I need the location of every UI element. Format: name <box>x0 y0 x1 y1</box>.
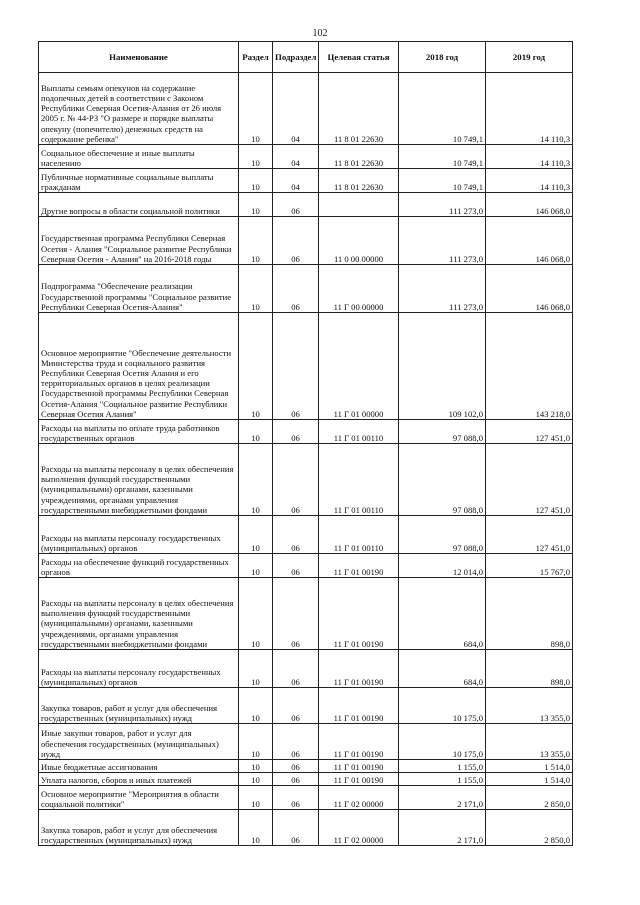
row-name: Социальное обеспечение и иные выплаты населению <box>39 145 239 169</box>
row-2019: 127 451,0 <box>486 516 573 554</box>
header-2019: 2019 год <box>486 42 573 73</box>
table-row <box>39 760 573 773</box>
row-2019: 2 850,0 <box>486 810 573 846</box>
row-target: 11 Г 02 00000 <box>319 786 399 810</box>
row-subsection: 06 <box>273 193 319 217</box>
row-name: Выплаты семьям опекунов на содержание подопечных детей в соответствии с Законом Республики Северная Осетия-Алания от 26 июля 2005 г. № 44-РЗ "О размере и порядке выплаты опекуну (попечителю) денежных средств на содержание ребенка" <box>39 73 239 145</box>
row-subsection: 06 <box>273 516 319 554</box>
row-2018: 111 273,0 <box>399 193 486 217</box>
row-name: Расходы на выплаты персоналу государственных (муниципальных) органов <box>39 650 239 688</box>
row-target: 11 Г 02 00000 <box>319 810 399 846</box>
row-subsection: 06 <box>273 217 319 265</box>
row-subsection: 04 <box>273 169 319 193</box>
table-row <box>39 73 573 145</box>
table-row <box>39 217 573 265</box>
row-target: 11 Г 01 00190 <box>319 554 399 578</box>
row-2018: 10 749,1 <box>399 169 486 193</box>
row-2019: 146 068,0 <box>486 265 573 313</box>
row-target: 11 Г 00 00000 <box>319 265 399 313</box>
header-target: Целевая статья <box>319 42 399 73</box>
row-target: 11 Г 01 00190 <box>319 650 399 688</box>
row-name: Расходы на выплаты персоналу государственных (муниципальных) органов <box>39 516 239 554</box>
row-2018: 12 014,0 <box>399 554 486 578</box>
row-name: Другие вопросы в области социальной политики <box>39 193 239 217</box>
row-target: 11 Г 01 00110 <box>319 516 399 554</box>
header-name: Наименование <box>39 42 239 73</box>
row-target: 11 Г 01 00190 <box>319 688 399 724</box>
row-2018: 109 102,0 <box>399 313 486 420</box>
row-target: 11 8 01 22630 <box>319 145 399 169</box>
page-number: 102 <box>312 28 328 39</box>
table-header-row <box>39 42 573 73</box>
row-2018: 97 088,0 <box>399 516 486 554</box>
row-2019: 14 110,3 <box>486 73 573 145</box>
row-target: 11 8 01 22630 <box>319 169 399 193</box>
header-section: Раздел <box>239 42 273 73</box>
row-target: 11 Г 01 00000 <box>319 313 399 420</box>
row-subsection: 06 <box>273 444 319 516</box>
table-row <box>39 444 573 516</box>
row-subsection: 06 <box>273 760 319 773</box>
row-2019: 1 514,0 <box>486 760 573 773</box>
row-2019: 898,0 <box>486 578 573 650</box>
row-name: Иные бюджетные ассигнования <box>39 760 239 773</box>
row-subsection: 06 <box>273 313 319 420</box>
row-2018: 684,0 <box>399 578 486 650</box>
table-row <box>39 516 573 554</box>
table-row <box>39 810 573 846</box>
table-row <box>39 786 573 810</box>
row-2018: 10 749,1 <box>399 145 486 169</box>
row-subsection: 06 <box>273 786 319 810</box>
header-subsection: Подраздел <box>273 42 319 73</box>
row-name: Государственная программа Республики Северная Осетия - Алания "Социальное развитие Республики Северная Осетия - Алания" на 2016-2018 годы <box>39 217 239 265</box>
row-2018: 2 171,0 <box>399 786 486 810</box>
row-section: 10 <box>239 554 273 578</box>
row-section: 10 <box>239 313 273 420</box>
row-2019: 14 110,3 <box>486 145 573 169</box>
row-target: 11 Г 01 00190 <box>319 773 399 786</box>
row-target: 11 Г 01 00190 <box>319 724 399 760</box>
row-section: 10 <box>239 420 273 444</box>
row-section: 10 <box>239 688 273 724</box>
table-row <box>39 193 573 217</box>
row-subsection: 04 <box>273 145 319 169</box>
row-section: 10 <box>239 810 273 846</box>
row-2018: 2 171,0 <box>399 810 486 846</box>
row-name: Расходы на выплаты по оплате труда работников государственных органов <box>39 420 239 444</box>
row-2019: 13 355,0 <box>486 688 573 724</box>
table-row <box>39 554 573 578</box>
row-target: 11 Г 01 00190 <box>319 578 399 650</box>
row-2019: 146 068,0 <box>486 217 573 265</box>
row-name: Расходы на выплаты персоналу в целях обеспечения выполнения функций государственными (муниципальными) органами, казенными учреждениями, органами управления государственными внебюджетными фондами <box>39 578 239 650</box>
row-name: Подпрограмма "Обеспечение реализации Государственной программы "Социальное развитие Республики Северная Осетия-Алания" <box>39 265 239 313</box>
row-subsection: 06 <box>273 810 319 846</box>
row-name: Закупка товаров, работ и услуг для обеспечения государственных (муниципальных) нужд <box>39 810 239 846</box>
row-subsection: 06 <box>273 724 319 760</box>
row-name: Закупка товаров, работ и услуг для обеспечения государственных (муниципальных) нужд <box>39 688 239 724</box>
row-2018: 10 749,1 <box>399 73 486 145</box>
row-2018: 111 273,0 <box>399 265 486 313</box>
row-2019: 15 767,0 <box>486 554 573 578</box>
row-2019: 2 850,0 <box>486 786 573 810</box>
row-subsection: 06 <box>273 773 319 786</box>
row-2019: 146 068,0 <box>486 193 573 217</box>
table-row <box>39 145 573 169</box>
row-name: Расходы на выплаты персоналу в целях обеспечения выполнения функций государственными (муниципальными) органами, казенными учреждениями, органами управления государственными внебюджетными фондами <box>39 444 239 516</box>
row-2018: 111 273,0 <box>399 217 486 265</box>
row-2019: 143 218,0 <box>486 313 573 420</box>
row-subsection: 06 <box>273 265 319 313</box>
row-name: Уплата налогов, сборов и иных платежей <box>39 773 239 786</box>
table-row <box>39 169 573 193</box>
row-name: Публичные нормативные социальные выплаты гражданам <box>39 169 239 193</box>
row-2019: 127 451,0 <box>486 420 573 444</box>
row-2018: 684,0 <box>399 650 486 688</box>
row-section: 10 <box>239 265 273 313</box>
budget-table <box>38 41 573 846</box>
row-section: 10 <box>239 773 273 786</box>
row-target <box>319 193 399 217</box>
row-subsection: 06 <box>273 420 319 444</box>
header-2018: 2018 год <box>399 42 486 73</box>
row-section: 10 <box>239 217 273 265</box>
row-subsection: 04 <box>273 73 319 145</box>
table-row <box>39 724 573 760</box>
table-row <box>39 773 573 786</box>
row-name: Иные закупки товаров, работ и услуг для обеспечения государственных (муниципальных) нужд <box>39 724 239 760</box>
row-2019: 127 451,0 <box>486 444 573 516</box>
row-section: 10 <box>239 444 273 516</box>
row-section: 10 <box>239 578 273 650</box>
row-section: 10 <box>239 169 273 193</box>
table-row <box>39 578 573 650</box>
row-2018: 97 088,0 <box>399 444 486 516</box>
row-2018: 10 175,0 <box>399 724 486 760</box>
row-target: 11 Г 01 00110 <box>319 444 399 516</box>
row-2018: 1 155,0 <box>399 760 486 773</box>
row-target: 11 Г 01 00190 <box>319 760 399 773</box>
row-section: 10 <box>239 760 273 773</box>
row-2018: 1 155,0 <box>399 773 486 786</box>
row-2019: 13 355,0 <box>486 724 573 760</box>
row-2018: 10 175,0 <box>399 688 486 724</box>
row-section: 10 <box>239 193 273 217</box>
table-row <box>39 688 573 724</box>
row-section: 10 <box>239 516 273 554</box>
row-target: 11 Г 01 00110 <box>319 420 399 444</box>
row-name: Основное мероприятие "Мероприятия в области социальной политики" <box>39 786 239 810</box>
row-subsection: 06 <box>273 554 319 578</box>
row-subsection: 06 <box>273 650 319 688</box>
row-section: 10 <box>239 145 273 169</box>
row-name: Основное мероприятие "Обеспечение деятельности Министерства труда и социального развития Республики Северная Осетия Алания и его территориальных органов в целях реализации Государственной программы Республики Северная Осетия-Алания "Социальное развитие Республики Северная Осетия Алания" <box>39 313 239 420</box>
row-2019: 1 514,0 <box>486 773 573 786</box>
row-subsection: 06 <box>273 688 319 724</box>
row-target: 11 8 01 22630 <box>319 73 399 145</box>
row-section: 10 <box>239 724 273 760</box>
row-target: 11 0 00 00000 <box>319 217 399 265</box>
table-row <box>39 650 573 688</box>
row-section: 10 <box>239 786 273 810</box>
table-row <box>39 420 573 444</box>
row-2019: 898,0 <box>486 650 573 688</box>
row-section: 10 <box>239 73 273 145</box>
table-row <box>39 313 573 420</box>
row-2019: 14 110,3 <box>486 169 573 193</box>
row-name: Расходы на обеспечение функций государственных органов <box>39 554 239 578</box>
row-2018: 97 088,0 <box>399 420 486 444</box>
row-section: 10 <box>239 650 273 688</box>
table-row <box>39 265 573 313</box>
row-subsection: 06 <box>273 578 319 650</box>
